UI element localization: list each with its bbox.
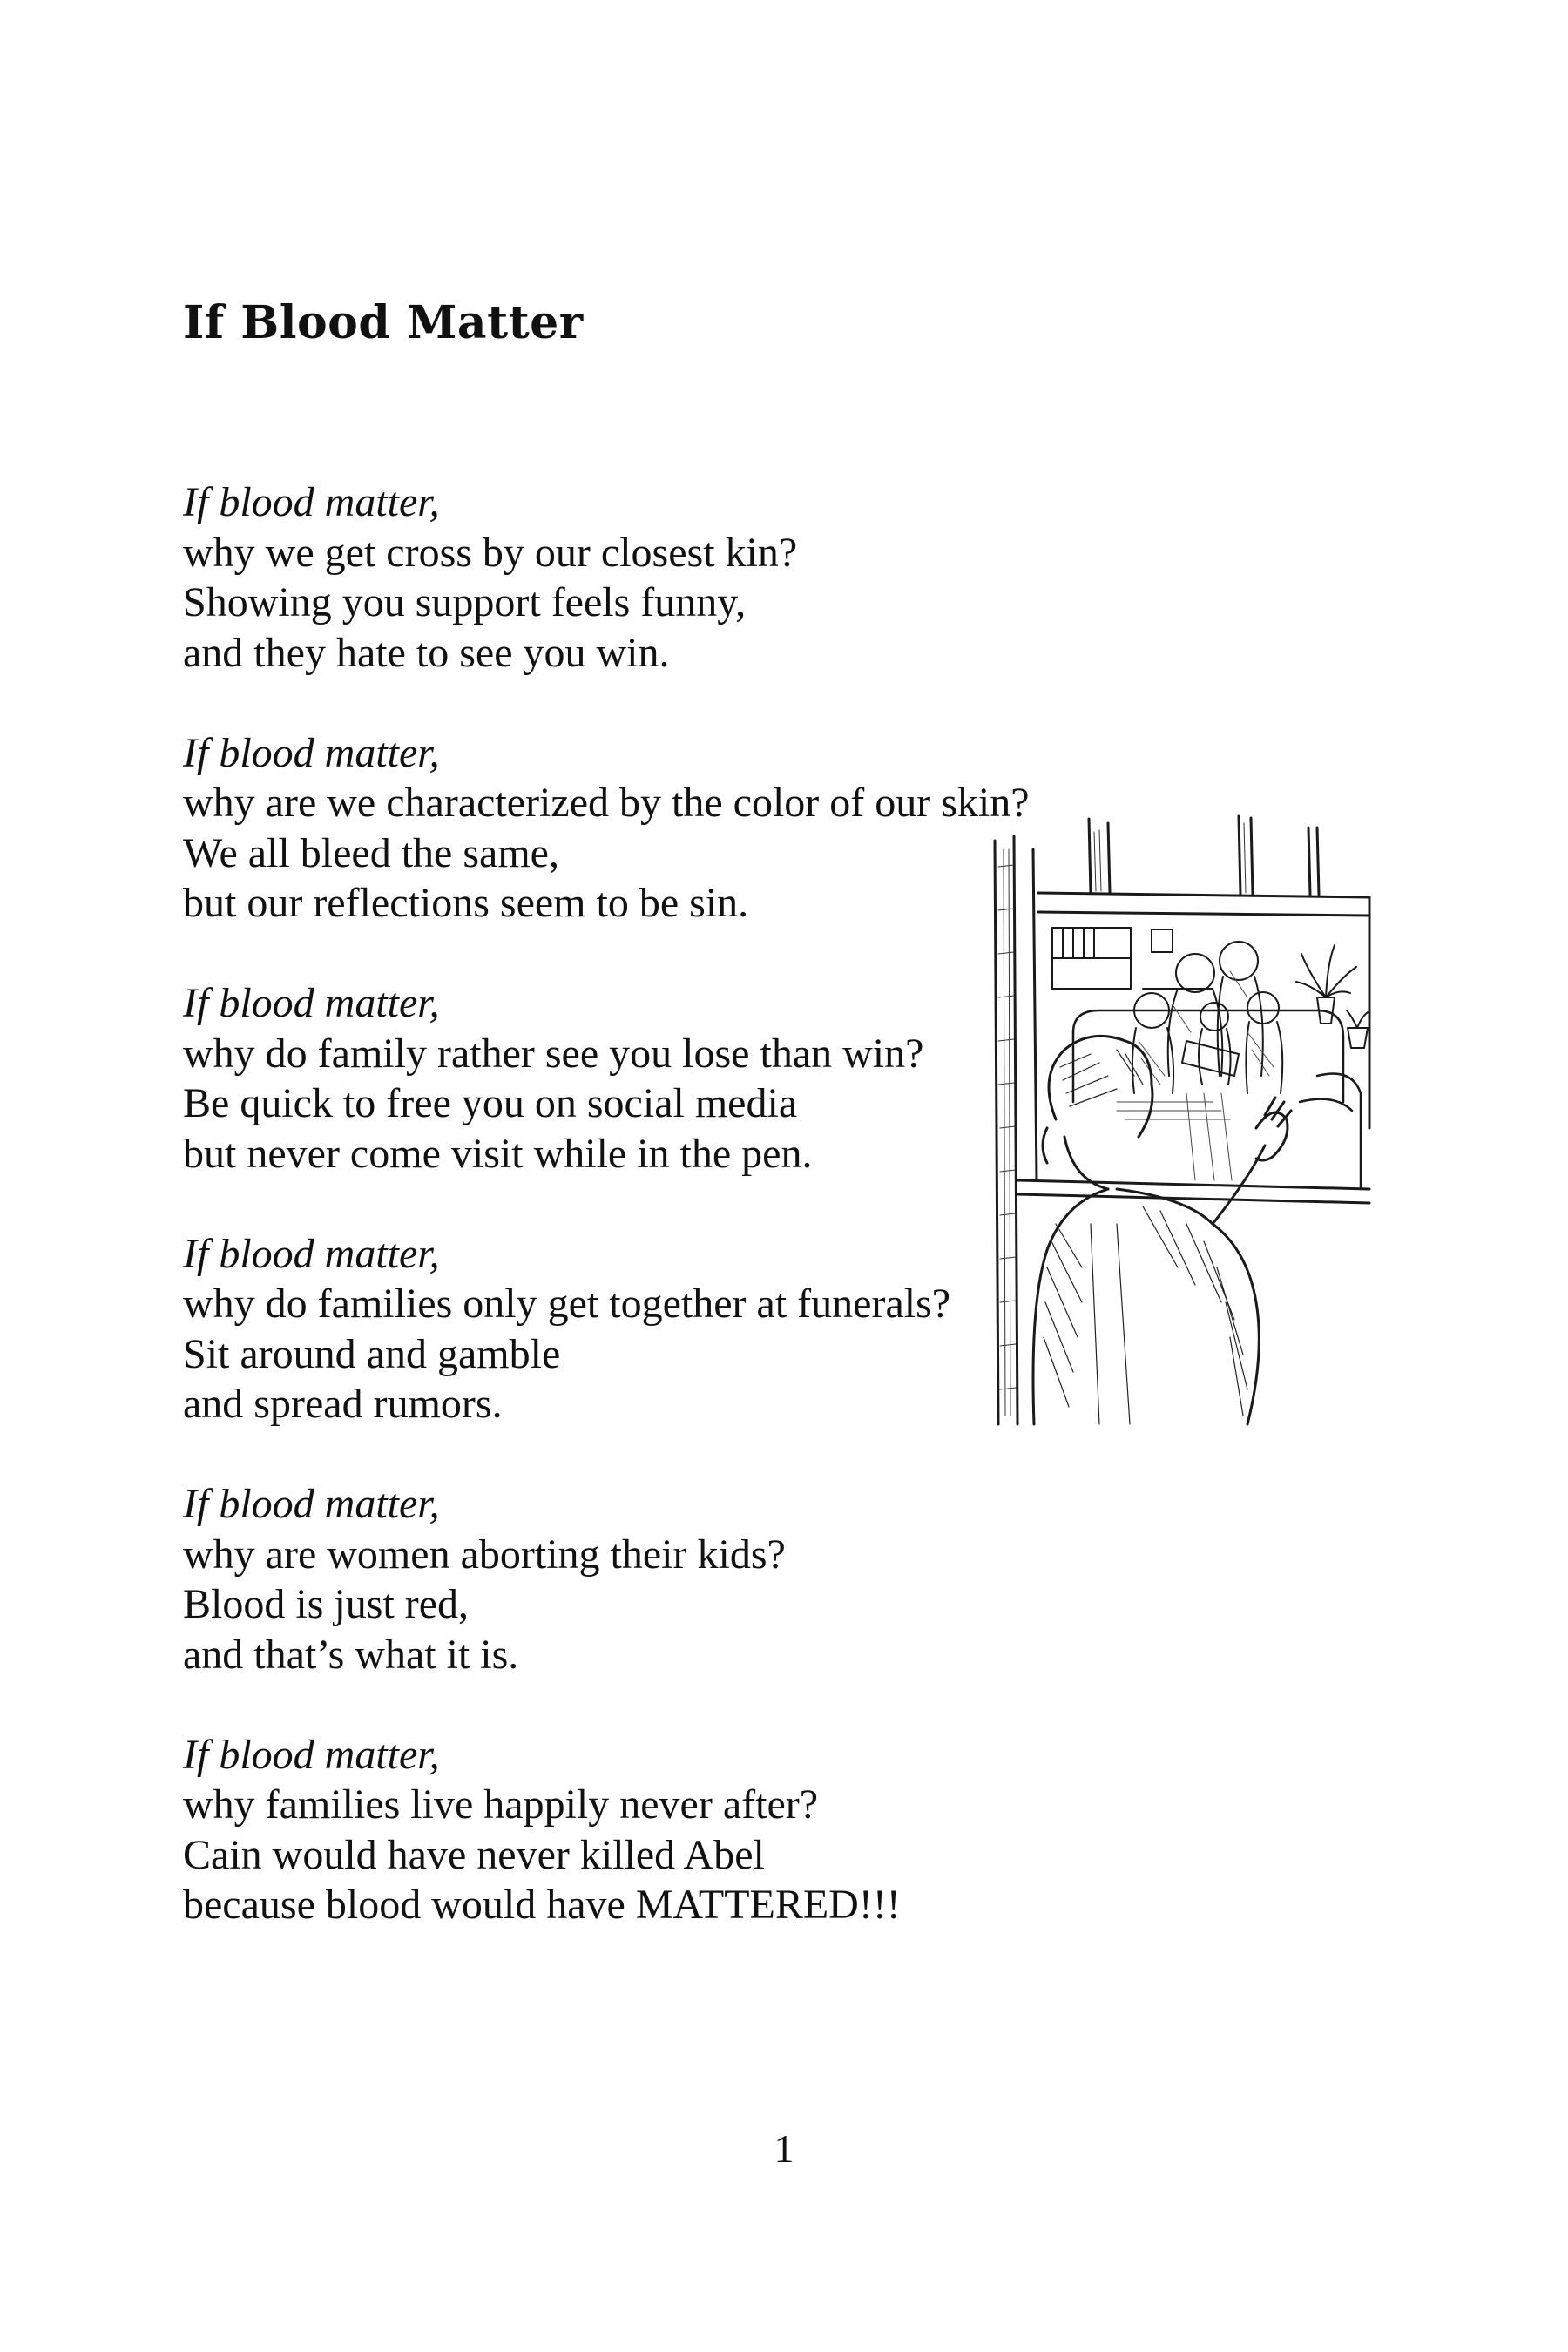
- poem-line: We all bleed the same,: [183, 829, 559, 876]
- bookshelf: [1052, 928, 1213, 989]
- stanza-lead-line: If blood matter,: [183, 729, 440, 776]
- poem-line: Cain would have never killed Abel: [183, 1831, 765, 1878]
- stanza-lead-line: If blood matter,: [183, 479, 440, 525]
- window-sill: [1017, 1180, 1369, 1203]
- family-hatching: [1117, 971, 1274, 1180]
- family-window-illustration: [986, 814, 1387, 1442]
- child-figure: [1033, 1036, 1291, 1424]
- potted-plant: [1296, 945, 1369, 1048]
- stanza: [183, 1730, 1141, 1930]
- stanza: [183, 477, 1141, 678]
- stanza-lead-line: If blood matter,: [183, 1481, 440, 1527]
- page-number: 1: [774, 2126, 794, 2171]
- poem-line: why do families only get together at funerals?: [183, 1281, 951, 1327]
- poem-line: and spread rumors.: [183, 1381, 503, 1427]
- stanza-lead-line: If blood matter,: [183, 1731, 440, 1778]
- poem-line: why do family rather see you lose than win?: [183, 1030, 924, 1077]
- child-hatching: [1044, 1050, 1247, 1424]
- stanza-lead-line: If blood matter,: [183, 1230, 440, 1277]
- poem-line: Be quick to free you on social media: [183, 1080, 798, 1126]
- poem-line: why families live happily never after?: [183, 1781, 819, 1828]
- poem-line: why are we characterized by the color of our skin?: [183, 780, 1030, 826]
- poem-line: and they hate to see you win.: [183, 629, 670, 676]
- poem-title: If Blood Matter: [183, 296, 584, 349]
- stanza-lead-line: If blood matter,: [183, 980, 440, 1026]
- poem-line: and that’s what it is.: [183, 1631, 519, 1678]
- poem-line: but never come visit while in the pen.: [183, 1130, 813, 1177]
- poem-line: why we get cross by our closest kin?: [183, 529, 798, 576]
- window-frame: [995, 816, 1369, 1424]
- poem-line: but our reflections seem to be sin.: [183, 880, 749, 926]
- poem-line: why are women aborting their kids?: [183, 1531, 786, 1578]
- stanza: [183, 1479, 1141, 1680]
- poem-line: Blood is just red,: [183, 1581, 470, 1627]
- poem-line: Sit around and gamble: [183, 1330, 561, 1377]
- poem-line: because blood would have MATTERED!!!: [183, 1882, 901, 1928]
- family-figures: [1132, 942, 1282, 1093]
- poem-line: Showing you support feels funny,: [183, 579, 747, 625]
